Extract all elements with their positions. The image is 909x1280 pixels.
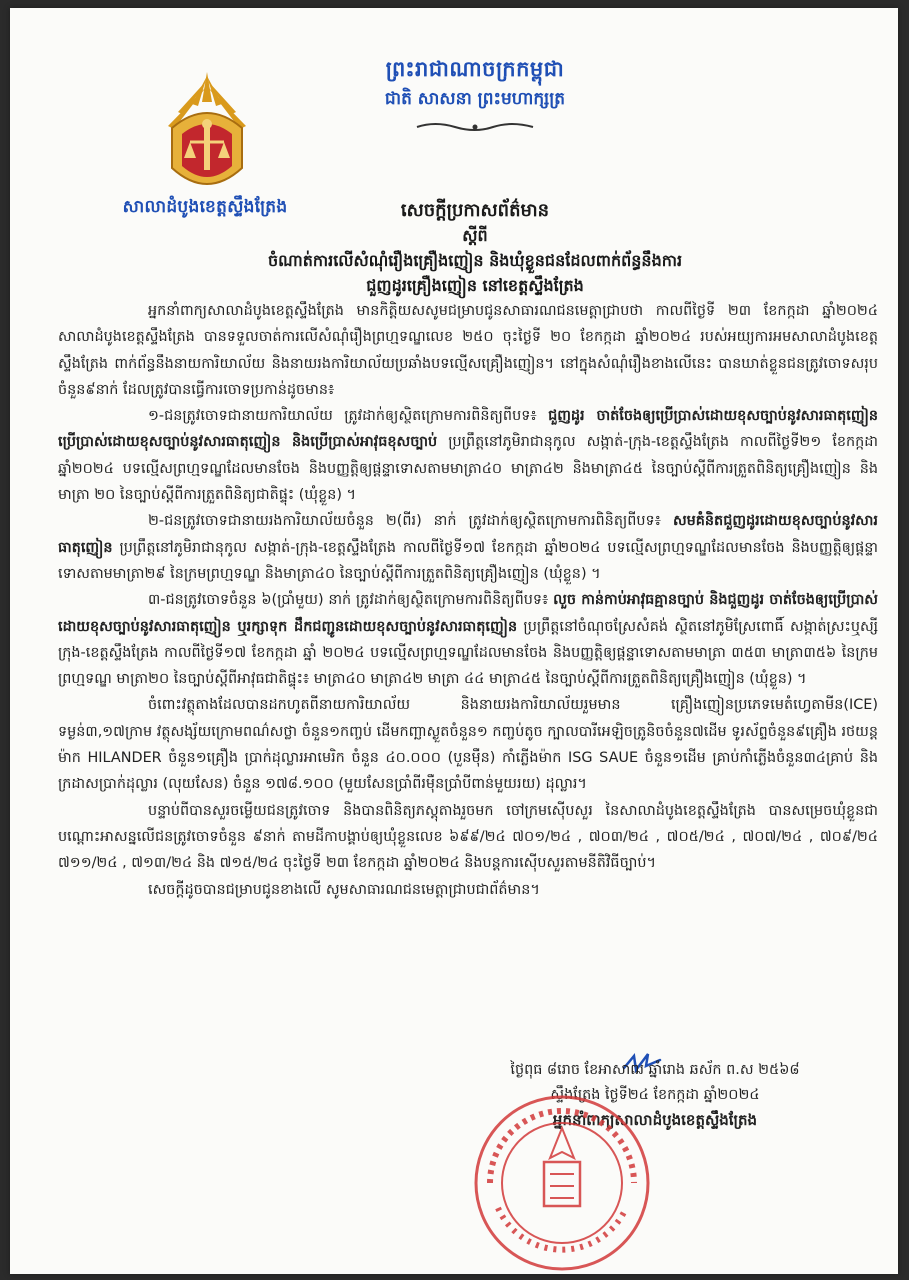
charge-1-details: ប្រព្រឹត្តនៅភូមិរាជានុកូល សង្កាត់-ក្រុង-ខេត្តស្ទឹងត្រែង កាលពីថ្ងៃទី២១ ខែកក្កដា ឆ្នាំ២០២៤ បទល្មើសព្រហ្មទណ្ឌដែលមានចែង និងបញ្ញត្តិឲ្យផ្តន្ទាទោសតាមមាត្រា៤០ មាត្រា៤២ និងមាត្រា៤៥ នៃច្បាប់ស្តីពីការត្រួតពិនិត្យគ្រឿងញៀន និងមាត្រា ២០ នៃច្បាប់ស្តីពីការត្រួតពិនិត្យជាតិផ្ទុះ (ឃុំខ្លួន) ។ [58,434,879,504]
charge-2-details: ប្រព្រឹត្តនៅភូមិរាជានុកូល សង្កាត់-ក្រុង-ខេត្តស្ទឹងត្រែង កាលពីថ្ងៃទី១៧ ខែកក្កដា ឆ្នាំ២០២៤ បទល្មើសព្រហ្មទណ្ឌដែលមានចែង និងបញ្ញត្តិឲ្យផ្តន្ទាទោសតាមមាត្រា២៩ នៃក្រមព្រហ្មទណ្ឌ និងមាត្រា៤០ នៃច្បាប់ស្តីពីការត្រួតពិនិត្យគ្រឿងញៀន (ឃុំខ្លួន) ។ [58,539,878,582]
official-seal-stamp-icon [470,1088,655,1274]
charge-1-offense: ជួញដូរ ចាត់ចែងឲ្យប្រើប្រាស់ដោយខុសច្បាប់នូវសារធាតុញៀន ប្រើប្រាស់ដោយខុសច្បាប់នូវសារធាតុញៀន និងប្រើប្រាស់អាវុធខុសច្បាប់ [58,408,878,451]
paragraph-intro: អ្នកនាំពាក្យសាលាដំបូងខេត្តស្ទឹងត្រែង មានកិត្តិយសសូមជម្រាបជូនសាធារណជនមេត្តាជ្រាបថា កាលពីថ្ងៃទី ២៣ ខែកក្កដា ឆ្នាំ២០២៤ សាលាដំបូងខេត្តស្ទឹងត្រែង បានទទួលចាត់ការលើសំណុំរឿងព្រហ្មទណ្ឌលេខ ២៥០ ចុះថ្ងៃទី ២០ ខែកក្កដា ឆ្នាំ២០២៤ របស់អយ្យការអមសាលាដំបូងខេត្តស្ទឹងត្រែង ពាក់ព័ន្ធនឹងនាយការិយាល័យ និងនាយរងការិយាល័យប្រឆាំងបទល្មើសគ្រឿងញៀន។ នៅក្នុងសំណុំរឿងខាងលើនេះ បានឃាត់ខ្លួនជនត្រូវចោទសរុបចំនួន៩នាក់ ដែលត្រូវបានធ្វើការចោទប្រកាន់ដូចមាន៖ [58,303,878,398]
paragraph-charge-2 [58,508,878,587]
signatory-title: អ្នកនាំពាក្យសាលាដំបូងខេត្តស្ទឹងត្រែង [552,1111,758,1129]
title-line-2: ស្តីពី [462,226,488,245]
charge-3-intro: ៣-ជនត្រូវចោទចំនួន ៦(ប្រាំមួយ) នាក់ ត្រូវដាក់ឲ្យស្ថិតក្រោមការពិនិត្យពីបទ៖ [148,592,554,609]
paragraph-closing: សេចក្តីដូចបានជម្រាបជូនខាងលើ សូមសាធារណជនមេត្តាជ្រាបជាព័ត៌មាន។ [148,881,540,898]
title-line-4: ជួញដូរគ្រឿងញៀន នៅខេត្តស្ទឹងត្រែង [366,276,584,295]
place-date: ស្ទឹងត្រែង ថ្ងៃទី២៤ ខែកក្កដា ឆ្នាំ២០២៤ [550,1087,760,1103]
title-line-1: សេចក្តីប្រកាសព័ត៌មាន [400,200,550,221]
paragraph-charge-1 [58,403,878,508]
charge-2-offense: សមគំនិតជួញដូរដោយខុសច្បាប់នូវសារធាតុញៀន [58,513,878,556]
document-body [58,298,878,903]
paragraph-evidence: ចំពោះវត្ថុតាងដែលបានដកហូតពីនាយការិយាល័យ និងនាយរងការិយាល័យរួមមាន គ្រឿងញៀនប្រភេទមេតំហ្វេតាមីន(ICE) ទម្ងន់៣,១៧ក្រាម វត្ថុសង្ស័យក្រោមពណ៌សថ្លា ចំនួន១កញ្ចប់ ដើមកញ្ឆាស្ងួតចំនួន១ កញ្ចប់តូច ក្បាលបារីអេឡិចត្រូនិចចំនួន៧ដើម ទូរស័ព្ទចំនួន៩គ្រឿង រថយន្តម៉ាក HILANDER ចំនួន១គ្រឿង ប្រាក់ដុល្លារអាមេរិក ចំនួន ៤០.០០០ (បួនម៉ឺន) កាំភ្លើងម៉ាក ISG SAUE ចំនួន១ដើម គ្រាប់កាំភ្លើងចំនួន៣៤គ្រាប់ និងក្រដាសប្រាក់ដុល្លារ (លុយសែន) ចំនួន ១៧៨.១០០ (មួយសែនប្រាំពីរម៉ឺនប្រាំបីពាន់មួយរយ) ដុល្លារ។ [58,697,878,793]
paragraph-detention: បន្ទាប់ពីបានសួរចម្លើយជនត្រូវចោទ និងបានពិនិត្យភស្តុតាងរួចមក ចៅក្រមស៊ើបសួរ នៃសាលាដំបូងខេត្តស្ទឹងត្រែង បានសម្រេចឃុំខ្លួនជាបណ្តោះអាសន្នលើជនត្រូវចោទចំនួន ៩នាក់ តាមដីកាបង្គាប់ឲ្យឃុំខ្លួនលេខ ៦៩៩/២៤ ៧០១/២៤ , ៧០៣/២៤ , ៧០៥/២៤ , ៧០៧/២៤ , ៧០៩/២៤ ៧១១/២៤ , ៧១៣/២៤ និង ៧១៥/២៤ ចុះថ្ងៃទី ២៣ ខែកក្កដា ឆ្នាំ២០២៤ និងបន្តការស៊ើបសួរតាមនីតិវិធីច្បាប់។ [58,802,878,872]
title-line-3: ចំណាត់ការលើសំណុំរឿងគ្រឿងញៀន និងឃុំខ្លួនជនដែលពាក់ព័ន្ធនឹងការ [267,251,683,270]
court-emblem-icon [160,68,254,200]
ornament-divider-icon [415,120,535,134]
lunar-date: ថ្ងៃពុធ ៨រោច ខែអាសាឍ ឆ្នាំរោង ឆស័ក ព.ស ២៥៦៨ [510,1062,800,1078]
document-page [10,8,898,1274]
charge-1-intro: ១-ជនត្រូវចោទជានាយការិយាល័យ ត្រូវដាក់ឲ្យស្ថិតក្រោមការពិនិត្យពីបទ៖ [148,408,549,425]
document-title [140,198,810,298]
kingdom-heading: ព្រះរាជាណាចក្រកម្ពុជា [385,57,565,81]
national-motto: ជាតិ សាសនា ព្រះមហាក្សត្រ [384,89,566,109]
charge-2-intro: ២-ជនត្រូវចោទជានាយរងការិយាល័យចំនួន ២(ពីរ) នាក់ ត្រូវដាក់ឲ្យស្ថិតក្រោមការពិនិត្យពីបទ៖ [148,513,673,530]
court-name: សាលាដំបូងខេត្តស្ទឹងត្រែង [122,197,288,217]
charge-3-details: ប្រព្រឹត្តនៅចំណុចស្រែសំគង់ ស្ថិតនៅភូមិស្រែពោធិ៍ សង្កាត់ស្រះឬស្សី ក្រុង-ខេត្តស្ទឹងត្រែង កាលពីថ្ងៃទី១៧ ខែកក្កដា ឆ្នាំ ២០២៤ បទល្មើសព្រហ្មទណ្ឌដែលមានចែង និងបញ្ញត្តិឲ្យផ្តន្ទាទោសតាមមាត្រា ៣៥៣ មាត្រា៣៥៦ នៃក្រមព្រហ្មទណ្ឌ មាត្រា២០ នៃច្បាប់ស្តីពីអាវុធជាតិផ្ទុះ៖ មាត្រា៤០ មាត្រា៤២ មាត្រា ៤៤ មាត្រា៤៥ នៃច្បាប់ស្តីពីការត្រួតពិនិត្យគ្រឿងញៀន (ឃុំខ្លួន) ។ [58,618,878,688]
charge-3-offense: លួច កាន់កាប់អាវុធគ្មានច្បាប់ និងជួញដូរ ចាត់ចែងឲ្យប្រើប្រាស់ដោយខុសច្បាប់នូវសារធាតុញៀន ឬរក្សាទុក ដឹកជញ្ជូនដោយខុសច្បាប់នូវសារធាតុញៀន [58,592,878,635]
paragraph-charge-3 [58,587,878,692]
